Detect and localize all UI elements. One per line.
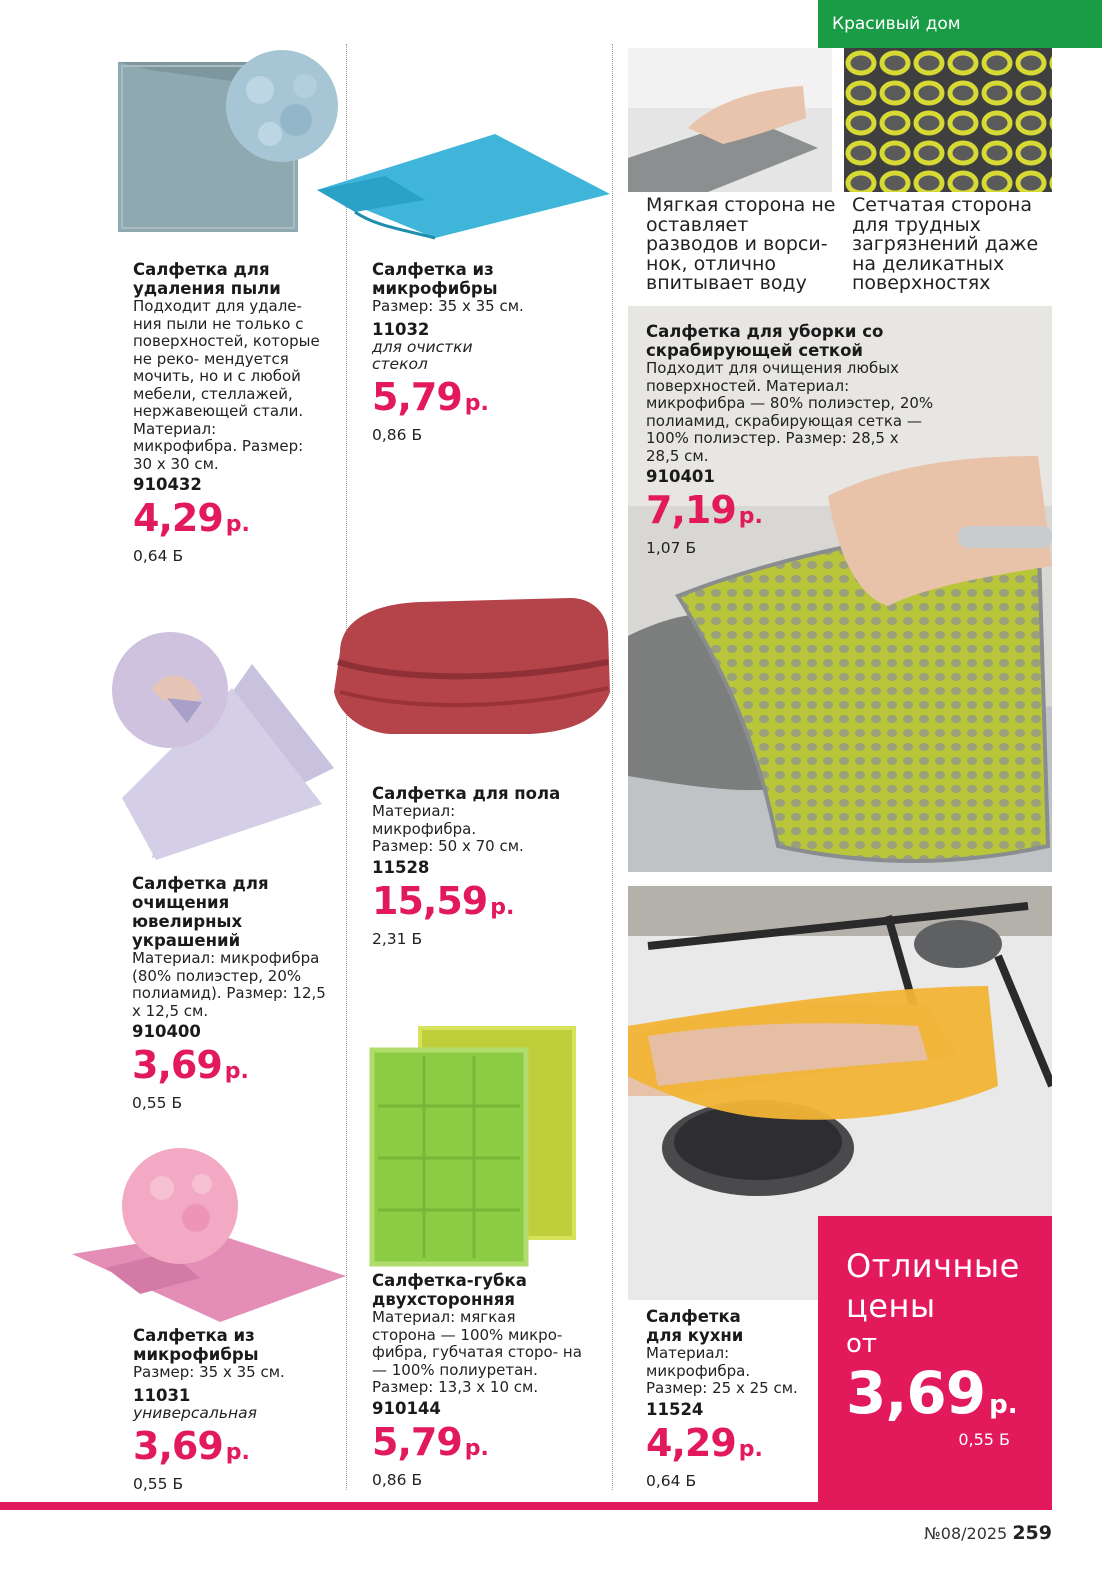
promo-price — [846, 1359, 1052, 1436]
product-name: Салфетка для пола — [372, 784, 561, 803]
floor-cloth-image — [330, 592, 612, 740]
promo-box — [818, 1216, 1052, 1510]
product-kitchen-cloth — [646, 1307, 816, 1491]
product-description: Материал: микрофибра. Размер: 50 х 70 см. — [372, 802, 524, 855]
product-code: 11032 — [372, 319, 430, 339]
product-description: Размер: 35 х 35 см. — [133, 1363, 285, 1381]
product-code: 11031 — [133, 1385, 191, 1405]
price-currency: р. — [464, 1435, 489, 1461]
product-name: Салфетка из микрофибры — [372, 260, 498, 298]
product-code: 910432 — [133, 475, 202, 494]
product-name: Салфетка для удаления пыли — [133, 260, 281, 298]
page-footer — [924, 1522, 1052, 1544]
product-name: Салфетка для уборки со скрабирующей сеткой — [646, 322, 884, 360]
glass-cloth-image — [315, 130, 613, 242]
product-description: Материал: микрофибра. Размер: 25 х 25 см. — [646, 1344, 798, 1397]
price-value: 4,29 — [133, 496, 223, 540]
product-name: Салфетка из микрофибры — [133, 1326, 259, 1364]
universal-cloth-image — [70, 1148, 350, 1324]
soft-side-caption: Мягкая сторона не оставляет разводов и ворси- нок, отлично впитывает воду — [646, 194, 836, 294]
product-price — [132, 1043, 338, 1094]
product-universal-cloth — [133, 1326, 333, 1494]
product-points: 2,31 Б — [372, 929, 423, 948]
promo-points: 0,55 Б — [958, 1430, 1010, 1449]
price-value: 4,29 — [646, 1420, 736, 1465]
product-points: 0,55 Б — [133, 1474, 184, 1493]
price-currency: р. — [738, 1436, 763, 1462]
product-code: 910144 — [372, 1398, 441, 1418]
product-dust-cloth — [133, 260, 323, 566]
product-variant: универсальная — [133, 1403, 257, 1422]
product-price — [372, 1420, 582, 1471]
product-name: Салфетка-губка двухсторонняя — [372, 1271, 527, 1309]
product-points: 0,86 Б — [372, 425, 423, 444]
product-code: 910401 — [646, 467, 715, 486]
dust-cloth-image — [110, 50, 340, 240]
price-currency: р. — [225, 512, 250, 537]
price-currency: р. — [490, 894, 515, 920]
product-floor-cloth — [372, 784, 572, 949]
product-code: 11524 — [646, 1399, 704, 1419]
mesh-side-photo — [844, 48, 1052, 192]
product-points: 0,55 Б — [132, 1094, 183, 1112]
sponge-cloth-image — [368, 1026, 578, 1268]
price-value: 3,69 — [132, 1043, 222, 1087]
product-price — [133, 1424, 333, 1475]
price-value: 5,79 — [372, 374, 462, 419]
product-jewelry-cloth — [132, 874, 338, 1113]
product-points: 0,86 Б — [372, 1470, 423, 1489]
product-name: Салфетка для очищения ювелирных украшений — [132, 874, 269, 950]
promo-line3: от — [846, 1329, 878, 1359]
section-tab: Красивый дом — [818, 0, 1102, 48]
promo-price-value: 3,69 — [846, 1359, 986, 1427]
product-code: 11528 — [372, 857, 430, 877]
product-scrub-cloth — [646, 322, 936, 558]
price-currency: р. — [738, 504, 763, 529]
page-number: 259 — [1012, 1522, 1052, 1544]
price-currency: р. — [464, 390, 489, 416]
product-glass-cloth — [372, 260, 572, 445]
product-sponge-cloth — [372, 1271, 582, 1490]
product-price — [133, 496, 323, 547]
product-description: Материал: мягкая сторона — 100% микро- фибра, губчатая сторо- на — 100% полиуретан. Размер: 13,3 х 10 см. — [372, 1308, 582, 1396]
product-price — [646, 488, 936, 539]
promo-line2: цены — [846, 1287, 936, 1325]
mesh-side-caption: Сетчатая сторона для трудных загрязнений даже на деликатных поверхностях — [852, 194, 1039, 294]
price-currency: р. — [225, 1439, 250, 1465]
promo-line1: Отличные — [846, 1247, 1020, 1285]
product-description: Размер: 35 х 35 см. — [372, 297, 524, 315]
product-points: 0,64 Б — [646, 1471, 697, 1490]
product-description: Подходит для удале- ния пыли не только с поверхностей, которые не реко- мендуется мочить, но и с любой мебели, стеллажей, нержавеющей стали. Материал: микрофибра. Размер: 30 х 30 см. — [133, 297, 320, 473]
product-price — [646, 1421, 816, 1472]
product-code: 910400 — [132, 1022, 201, 1041]
price-value: 15,59 — [372, 878, 488, 923]
product-points: 0,64 Б — [133, 547, 184, 565]
column-divider — [612, 44, 613, 1490]
price-value: 3,69 — [133, 1423, 223, 1468]
product-price — [372, 375, 572, 426]
product-price — [372, 879, 572, 930]
price-value: 7,19 — [646, 488, 736, 532]
product-points: 1,07 Б — [646, 539, 697, 557]
soft-side-photo — [628, 48, 832, 192]
product-variant: для очистки стекол — [372, 337, 473, 373]
product-name: Салфетка для кухни — [646, 1307, 744, 1345]
product-description: Подходит для очищения любых поверхностей. Материал: микрофибра — 80% полиэстер, 20% полиамид, скрабирующая сетка — 100% полиэстер. Размер: 28,5 х 28,5 см. — [646, 359, 934, 465]
promo-price-currency: р. — [989, 1390, 1018, 1420]
price-value: 5,79 — [372, 1419, 462, 1464]
issue-number: №08/2025 — [924, 1524, 1008, 1543]
bottom-accent-line — [0, 1502, 818, 1510]
price-currency: р. — [224, 1059, 249, 1084]
jewelry-cloth-image — [112, 628, 338, 862]
product-description: Материал: микрофибра (80% полиэстер, 20% полиамид). Размер: 12,5 х 12,5 см. — [132, 949, 326, 1020]
